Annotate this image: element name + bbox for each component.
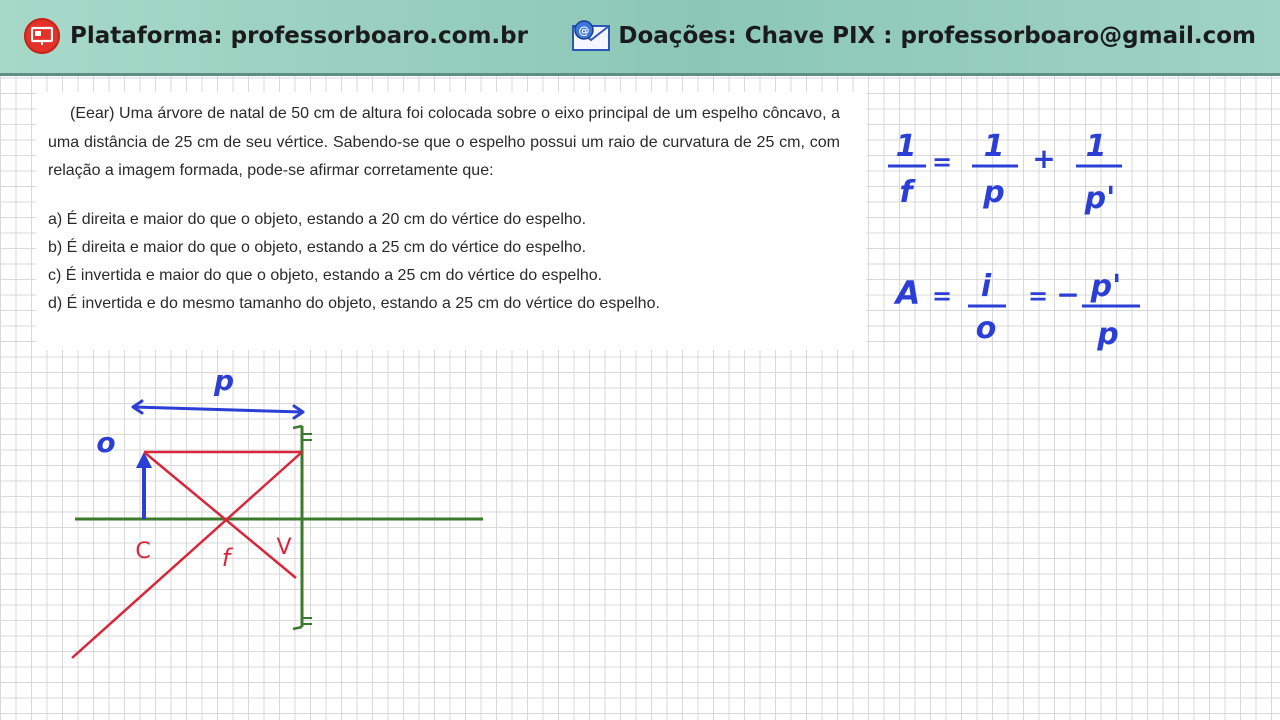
question-stem: (Eear) Uma árvore de natal de 50 cm de altura foi colocada sobre o eixo principal de um espelho côncavo, a uma distância de 25 cm de seu vértice. Sabendo-se que o espelho possui um raio de curvatura de 25 cm, com relação a imagem formada, pode-se afirmar corretamente que: bbox=[48, 105, 840, 179]
presentation-icon bbox=[24, 18, 60, 54]
mag-num-i: i bbox=[980, 269, 992, 304]
lens-plus: + bbox=[1032, 142, 1056, 175]
mag-equals-2: = bbox=[1027, 282, 1049, 310]
lens-den-p-prime: p' bbox=[1084, 181, 1116, 216]
question-block bbox=[36, 92, 866, 350]
mag-den-p: p bbox=[1097, 317, 1119, 352]
distance-p-arrow bbox=[133, 401, 303, 418]
option-d: d) É invertida e do mesmo tamanho do objeto, estando a 25 cm do vértice do espelho. bbox=[48, 295, 660, 312]
light-rays bbox=[72, 452, 302, 658]
ray-diagram bbox=[0, 340, 500, 720]
lens-num-3: 1 bbox=[1085, 129, 1107, 164]
mail-icon bbox=[570, 18, 614, 54]
distance-p-label: p bbox=[213, 364, 235, 397]
option-a: a) É direita e maior do que o objeto, estando a 20 cm do vértice do espelho. bbox=[48, 211, 587, 228]
lens-num-2: 1 bbox=[983, 129, 1005, 164]
platform-link[interactable] bbox=[24, 18, 528, 54]
lens-num-1: 1 bbox=[895, 129, 917, 164]
option-c: c) É invertida e maior do que o objeto, estando a 25 cm do vértice do espelho. bbox=[48, 267, 603, 284]
mag-equals-1: = bbox=[931, 282, 953, 310]
svg-text:@: @ bbox=[578, 24, 590, 37]
center-label-c: C bbox=[135, 539, 151, 564]
focus-label-f: f bbox=[221, 544, 231, 572]
mag-num-p-prime: p' bbox=[1090, 269, 1122, 304]
lens-den-f: f bbox=[899, 175, 913, 210]
donation-info bbox=[570, 18, 1256, 54]
formulas-area bbox=[870, 110, 1270, 370]
mag-A: A bbox=[895, 274, 921, 312]
vertex-label-v: V bbox=[276, 535, 292, 560]
lens-equals: = bbox=[931, 148, 953, 176]
option-b: b) É direita e maior do que o objeto, estando a 25 cm do vértice do espelho. bbox=[48, 239, 587, 256]
mag-den-o: o bbox=[975, 311, 997, 346]
donation-label: Doações: Chave PIX : professorboaro@gmail.com bbox=[618, 23, 1256, 49]
lens-den-p: p bbox=[983, 175, 1005, 210]
platform-label: Plataforma: professorboaro.com.br bbox=[70, 23, 528, 49]
object-label: o bbox=[96, 426, 116, 459]
mag-minus: − bbox=[1056, 278, 1080, 311]
object-arrow bbox=[136, 452, 152, 519]
header-bar bbox=[0, 0, 1280, 76]
